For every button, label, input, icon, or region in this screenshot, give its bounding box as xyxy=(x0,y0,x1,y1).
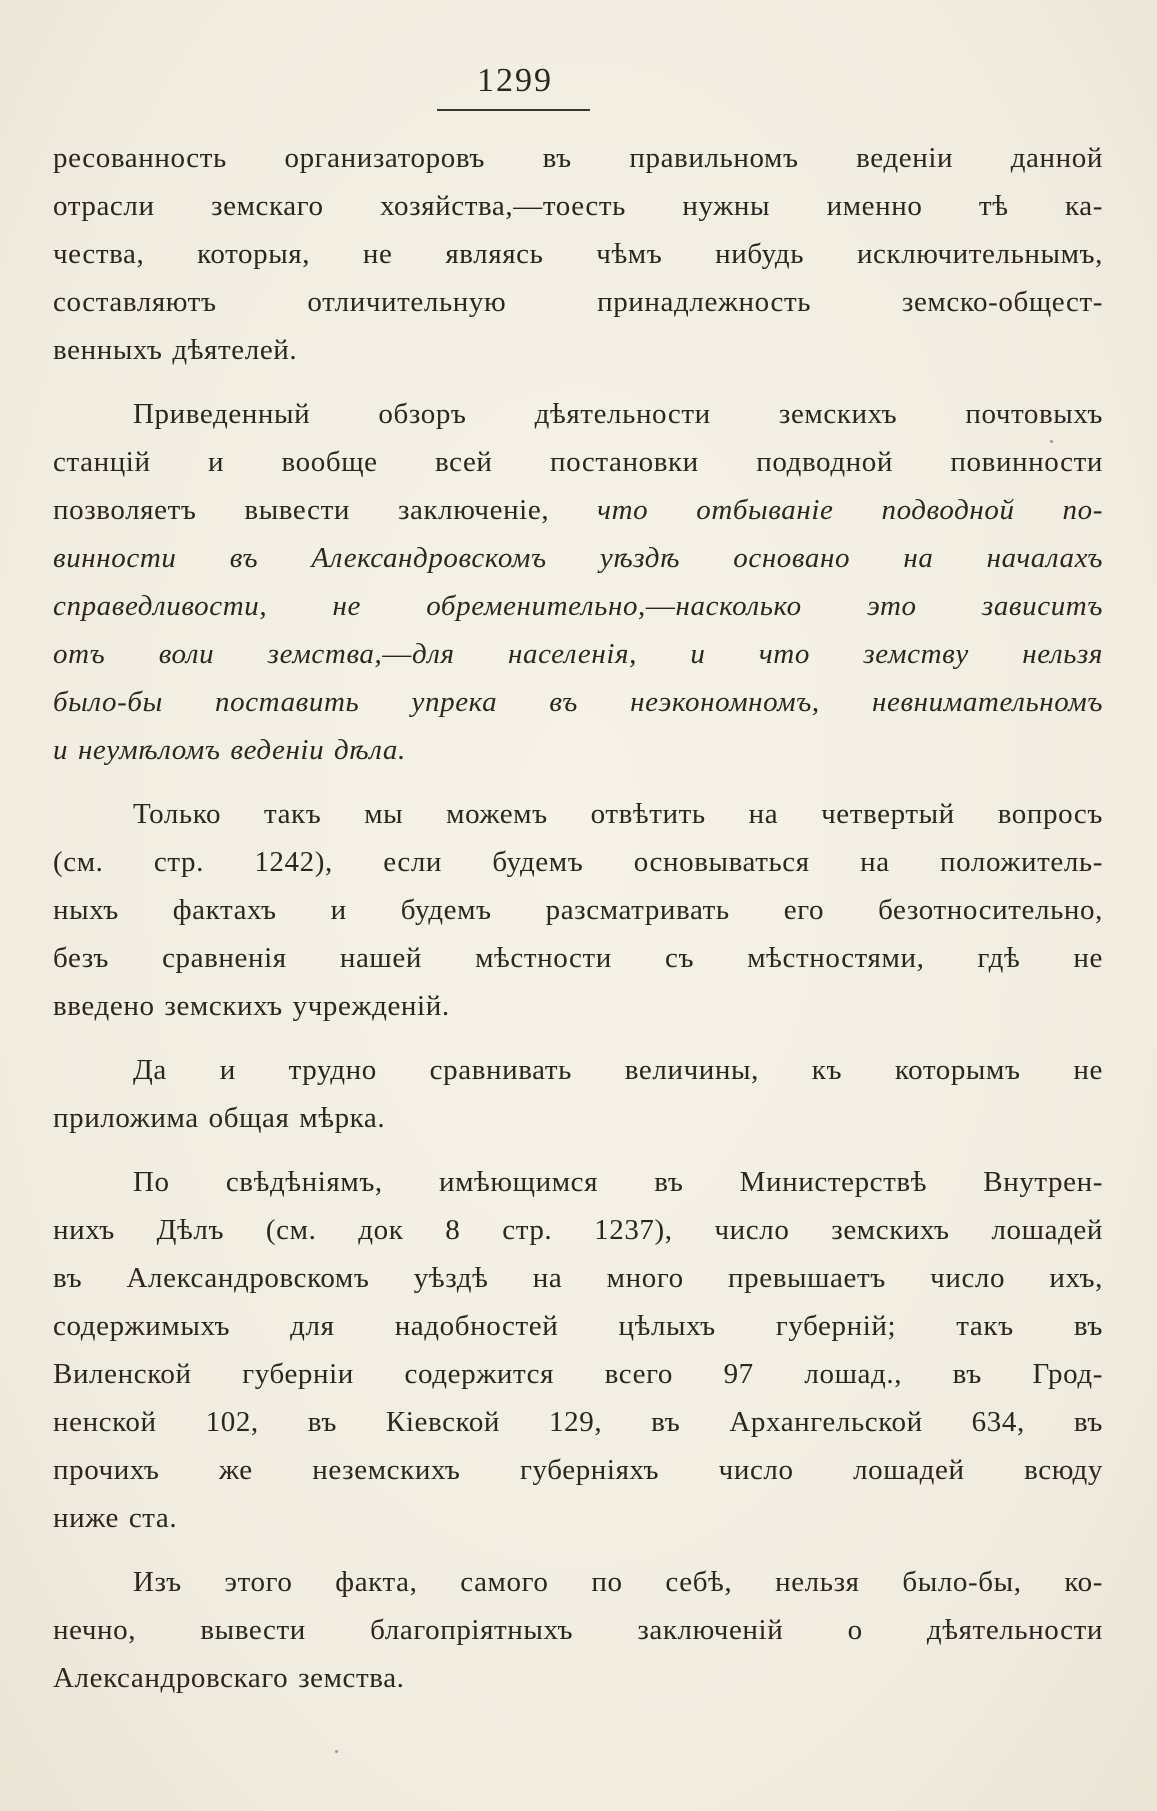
italic-span: справедливости, не обременительно, xyxy=(53,590,646,622)
paragraph-2 xyxy=(53,390,1103,774)
text-line: приложима общая мѣрка. xyxy=(53,1102,386,1134)
text-line: ныхъ фактахъ и будемъ разсматривать его безотносительно, xyxy=(53,894,1103,926)
italic-line: и неумѣломъ веденіи дѣла. xyxy=(53,734,406,766)
text-line: По свѣдѣніямъ, имѣющимся въ Министерствѣ Внутрен- xyxy=(133,1166,1103,1198)
page-number-rule xyxy=(437,109,590,111)
text-span: — xyxy=(645,590,676,622)
italic-span: для населенія, и что земству нельзя xyxy=(412,638,1104,670)
italic-span: что отбываніе подводной по- xyxy=(597,494,1103,526)
text-span: — xyxy=(382,638,412,670)
text-line: Виленской губерніи содержится всего 97 лошад., въ Грод- xyxy=(53,1358,1103,1390)
text-line: чества, которыя, не являясь чѣмъ нибудь исключительнымъ, xyxy=(53,238,1103,270)
paragraph-3 xyxy=(53,790,1103,1030)
text-span: позволяетъ вывести заключеніе, xyxy=(53,494,598,526)
text-line: венныхъ дѣятелей. xyxy=(53,334,298,366)
text-line: Только такъ мы можемъ отвѣтить на четвертый вопросъ xyxy=(133,798,1103,830)
text-line: станцій и вообще всей постановки подводной повинности xyxy=(53,446,1103,478)
italic-line: винности въ Александровскомъ уѣздѣ основано на началахъ xyxy=(53,542,1103,574)
paragraph-6 xyxy=(53,1558,1103,1702)
text-line: въ Александровскомъ уѣздѣ на много превышаетъ число ихъ, xyxy=(53,1262,1103,1294)
text-line: Изъ этого факта, самого по себѣ, нельзя было-бы, ко- xyxy=(133,1566,1103,1598)
text-line: безъ сравненія нашей мѣстности съ мѣстностями, гдѣ не xyxy=(53,942,1103,974)
paragraph-4 xyxy=(53,1046,1103,1142)
text-line: нечно, вывести благопріятныхъ заключеній о дѣятельности xyxy=(53,1614,1103,1646)
text-line: Александровскаго земства. xyxy=(53,1662,405,1694)
text-line: Да и трудно сравнивать величины, къ которымъ не xyxy=(133,1054,1103,1086)
text-line: прочихъ же неземскихъ губерніяхъ число лошадей всюду xyxy=(53,1454,1103,1486)
text-line: Приведенный обзоръ дѣятельности земскихъ почтовыхъ xyxy=(133,398,1103,430)
italic-span: отъ воли земства, xyxy=(53,638,383,670)
text-line xyxy=(53,582,1103,630)
text-line: введено земскихъ учрежденій. xyxy=(53,990,450,1022)
page-number: 1299 xyxy=(477,62,553,99)
text-line: отрасли земскаго хозяйства,—тоесть нужны именно тѣ ка- xyxy=(53,190,1103,222)
text-line: нихъ Дѣлъ (см. док 8 стр. 1237), число земскихъ лошадей xyxy=(53,1214,1103,1246)
text-line: ненской 102, въ Кіевской 129, въ Архангельской 634, въ xyxy=(53,1406,1103,1438)
italic-span: насколько это зависитъ xyxy=(675,590,1103,622)
body-text xyxy=(53,134,1103,1702)
text-line: (см. стр. 1242), если будемъ основываться на положитель- xyxy=(53,846,1103,878)
text-line xyxy=(53,630,1103,678)
paragraph-1 xyxy=(53,134,1103,374)
text-line: содержимыхъ для надобностей цѣлыхъ губерній; такъ въ xyxy=(53,1310,1103,1342)
text-line: составляютъ отличительную принадлежность земско-общест- xyxy=(53,286,1103,318)
paper-speck xyxy=(335,1750,338,1753)
paper-speck xyxy=(1050,440,1053,443)
text-line xyxy=(53,486,1103,534)
paragraph-5 xyxy=(53,1158,1103,1542)
text-line: ниже ста. xyxy=(53,1502,178,1534)
italic-line: было-бы поставить упрека въ неэкономномъ, невнимательномъ xyxy=(53,686,1103,718)
text-line: ресованность организаторовъ въ правильномъ веденіи данной xyxy=(53,142,1103,174)
